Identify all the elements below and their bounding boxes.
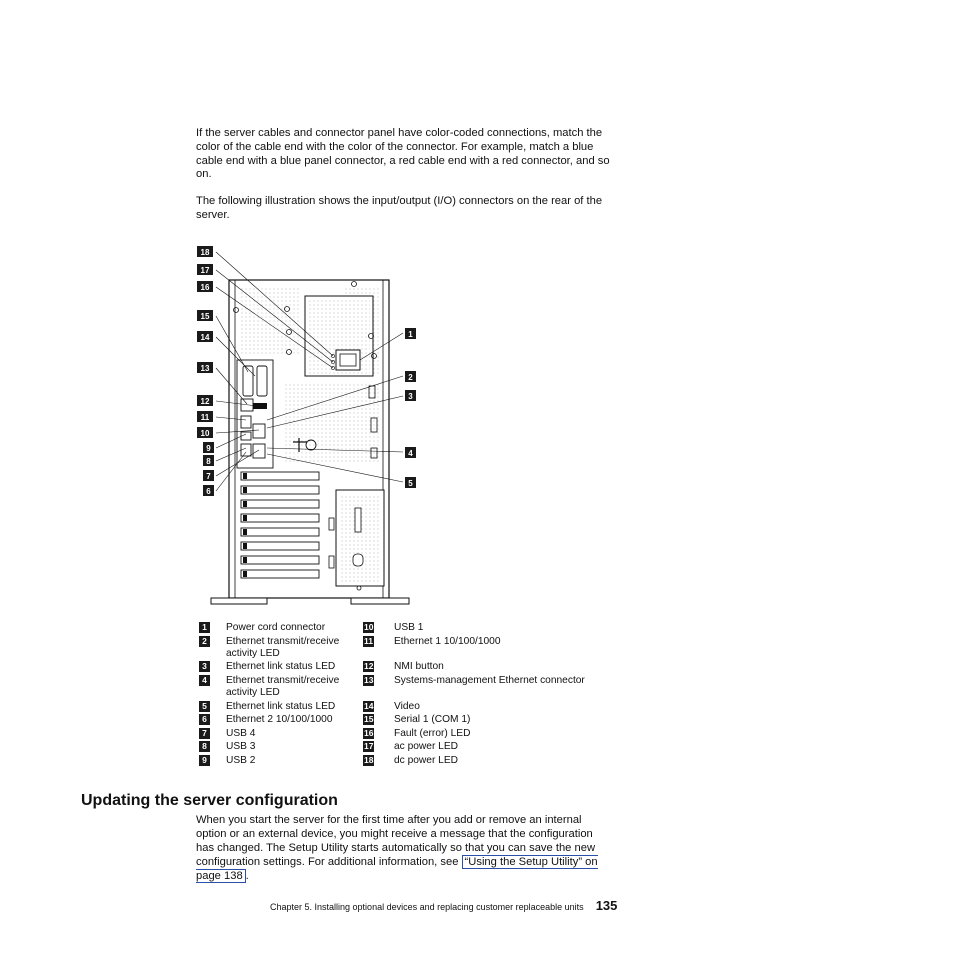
legend-text: NMI button [394, 661, 444, 672]
legend-item [363, 741, 603, 755]
legend-text: Power cord connector [226, 622, 326, 633]
intro-paragraph-illustration: The following illustration shows the input/output (I/O) connectors on the rear of the server. [196, 195, 603, 221]
legend-text: USB 4 [226, 727, 256, 739]
callout-label: 18 [200, 248, 210, 257]
legend-number: 17 [364, 741, 374, 751]
legend-number: 4 [199, 675, 210, 686]
legend-number: 5 [199, 701, 210, 712]
legend-item [199, 741, 359, 755]
legend-left-column [199, 622, 359, 768]
callout-label: 3 [408, 392, 413, 401]
legend-number: 10 [364, 622, 374, 632]
legend-right-column [363, 622, 603, 768]
callout-label: 6 [206, 487, 211, 496]
legend-text: ac power LED [394, 741, 458, 752]
legend-text: Ethernet 2 10/100/1000 [226, 714, 333, 725]
callout-label: 13 [200, 364, 210, 373]
callout-label: 8 [206, 457, 211, 466]
legend-text: USB 3 [226, 741, 256, 752]
legend-text: Ethernet link status LED [226, 700, 336, 712]
legend-text: Ethernet transmit/receive activity LED [226, 635, 340, 659]
callout-label: 12 [200, 397, 210, 406]
legend-number: 7 [199, 728, 210, 739]
legend-number: 2 [199, 636, 210, 647]
legend-item [199, 728, 359, 742]
callout-label: 16 [200, 283, 210, 292]
legend-item [199, 661, 359, 675]
callout-label: 14 [200, 333, 210, 342]
legend-number: 14 [364, 700, 374, 711]
legend-item [363, 636, 603, 662]
legend-number: 6 [199, 714, 210, 725]
legend-number: 3 [199, 661, 210, 672]
section-body-end: . [245, 869, 249, 882]
callout-label: 15 [200, 312, 210, 321]
legend-item [199, 622, 359, 636]
cross-reference-link[interactable]: “Using the Setup Utility” on page 138 [196, 855, 598, 882]
intro-paragraph-color-coding: If the server cables and connector panel have color-coded connections, match the color of the cable end with the color of the connector. For example, match a blue cable end with a blue panel connector, a red cable end with a red connector, and so on. [196, 127, 610, 181]
page-footer [270, 899, 617, 914]
server-rear-connectors-illustration [193, 244, 423, 610]
legend-item [199, 675, 359, 701]
legend-item [363, 622, 603, 636]
legend-text: Ethernet 1 10/100/1000 [394, 635, 501, 647]
callout-label: 1 [408, 330, 413, 339]
legend-text: Systems-management Ethernet connector [394, 675, 585, 686]
legend-item [363, 755, 603, 769]
legend-text: Video [394, 700, 420, 712]
legend-number: 12 [364, 661, 374, 671]
callout-label: 5 [408, 479, 413, 488]
legend-text: USB 1 [394, 622, 424, 633]
legend-number: 11 [364, 635, 373, 646]
section-heading: Updating the server configuration [81, 792, 338, 809]
legend-number: 16 [364, 727, 374, 738]
callout-label: 17 [200, 266, 210, 275]
callout-label: 2 [408, 373, 413, 382]
legend-item [363, 661, 603, 675]
legend-item [363, 701, 603, 715]
legend-number: 15 [364, 714, 374, 724]
legend-text: Ethernet link status LED [226, 661, 336, 672]
legend-text: Serial 1 (COM 1) [394, 714, 471, 725]
callout-label: 7 [206, 472, 211, 481]
legend-number: 18 [364, 754, 374, 765]
section-body-paragraph [196, 814, 612, 884]
legend-item [363, 675, 603, 701]
legend-number: 13 [364, 675, 374, 685]
legend-number: 1 [199, 622, 210, 633]
legend-text: Fault (error) LED [394, 727, 471, 739]
callout-label: 9 [206, 444, 211, 453]
legend-item [199, 636, 359, 662]
section-body-text: When you start the server for the first time after you add or remove an internal option or an external device, you might receive a message that the configuration has changed. The Setup Utility starts automatically so that you can save the new configuration settings. For additional information, see [196, 814, 596, 868]
legend-item [199, 714, 359, 728]
callout-label: 4 [408, 449, 413, 458]
legend-number: 8 [199, 741, 210, 752]
legend-text: dc power LED [394, 754, 458, 766]
legend-number: 9 [199, 755, 210, 766]
legend-text: Ethernet transmit/receive activity LED [226, 675, 340, 699]
legend-text: USB 2 [226, 754, 256, 766]
legend-item [199, 755, 359, 769]
callout-label: 11 [200, 413, 210, 422]
callout-label: 10 [200, 429, 210, 438]
footer-chapter-title: Chapter 5. Installing optional devices and replacing customer replaceable units [270, 902, 584, 912]
page-number: 135 [595, 898, 618, 913]
legend-item [199, 701, 359, 715]
legend-item [363, 728, 603, 742]
legend-item [363, 714, 603, 728]
